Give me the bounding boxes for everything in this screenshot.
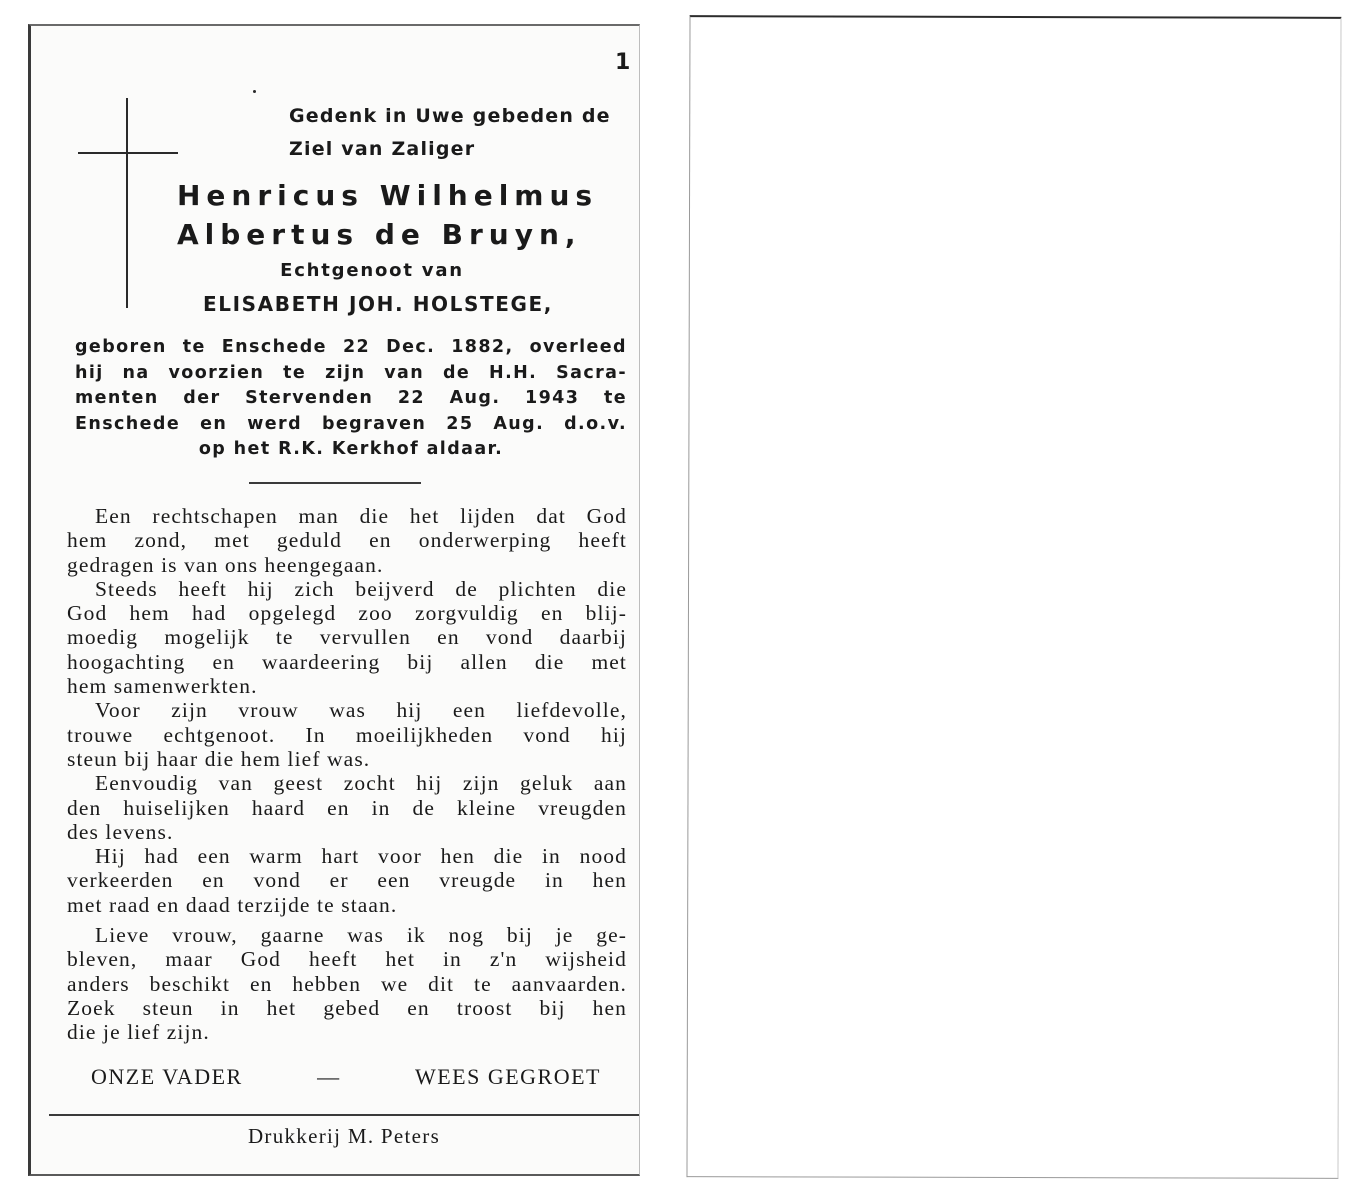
prayers (91, 1064, 601, 1090)
biography-line: geboren te Enschede 22 Dec. 1882, overleed (75, 337, 627, 357)
page-number: 1 (615, 50, 631, 75)
biography (75, 335, 627, 463)
verse-line: die je lief zijn. (67, 1020, 210, 1045)
verse-line: hem zond, met geduld en onderwerping heeft (67, 528, 627, 553)
spouse-label: Echtgenoot van (280, 260, 464, 281)
verse-line: anders beschikt en hebben we dit te aanvaarden. (67, 971, 627, 996)
verse-line: Steeds heeft hij zich beijverd de plichten die (95, 576, 627, 601)
memorial-card-back-blank (686, 15, 1341, 1179)
footer-divider (49, 1114, 639, 1116)
cross-icon-vertical-bar (126, 98, 128, 308)
decorative-dot (253, 90, 256, 93)
deceased-name (177, 176, 639, 254)
deceased-name-line-2: Albertus de Bruyn, (177, 218, 582, 251)
verse-line: hem samenwerkten. (67, 674, 258, 699)
verse-line: Zoek steun in het gebed en troost bij hen (67, 995, 627, 1020)
divider (249, 482, 421, 484)
header-line-1: Gedenk in Uwe gebeden de (289, 105, 611, 127)
verse-line: God hem had opgelegd zoo zorgvuldig en blij- (67, 601, 627, 626)
spouse-name: ELISABETH JOH. HOLSTEGE, (203, 292, 553, 316)
verse-line: den huiselijken haard en in de kleine vreugden (67, 795, 627, 820)
verse-line: hoogachting en waardeering bij allen die met (67, 649, 627, 674)
cross-icon-horizontal-bar (78, 152, 178, 154)
printer-credit: Drukkerij M. Peters (247, 1124, 441, 1148)
verse-line: des levens. (67, 819, 174, 844)
verse-line: Een rechtschapen man die het lijden dat God (95, 504, 627, 528)
prayer-separator: — (317, 1064, 341, 1089)
verse-line: steun bij haar die hem lief was. (67, 746, 371, 771)
prayer-hail-mary: WEES GEGROET (414, 1064, 601, 1089)
biography-line: op het R.K. Kerkhof aldaar. (198, 439, 504, 459)
verse-line: Lieve vrouw, gaarne was ik nog bij je ge- (95, 923, 627, 948)
deceased-name-line-1: Henricus Wilhelmus (177, 179, 599, 212)
verse-line: Hij had een warm hart voor hen die in nood (95, 844, 627, 869)
verse-line: gedragen is van ons heengegaan. (67, 552, 384, 577)
verse-line: Voor zijn vrouw was hij een liefdevolle, (95, 698, 627, 723)
verse-line: trouwe echtgenoot. In moeilijkheden vond hij (67, 722, 627, 747)
memorial-card-front (28, 24, 640, 1176)
verse-line: bleven, maar God heeft het in z'n wijsheid (67, 947, 627, 972)
verse-line: met raad en daad terzijde te staan. (67, 892, 398, 917)
header-line-2: Ziel van Zaliger (289, 138, 476, 160)
biography-line: hij na voorzien te zijn van de H.H. Sacra- (75, 362, 627, 383)
verse-line: moedig mogelijk te vervullen en vond daarbij (67, 625, 627, 650)
verse-line: verkeerden en vond er een vreugde in hen (67, 868, 627, 893)
prayer-our-father: ONZE VADER (91, 1064, 243, 1089)
biography-line: Enschede en werd begraven 25 Aug. d.o.v. (75, 413, 627, 434)
verses (67, 504, 627, 1045)
remembrance-header (289, 100, 639, 166)
verse-line: Eenvoudig van geest zocht hij zijn geluk aan (95, 771, 627, 796)
biography-line: menten der Stervenden 22 Aug. 1943 te (75, 388, 627, 408)
